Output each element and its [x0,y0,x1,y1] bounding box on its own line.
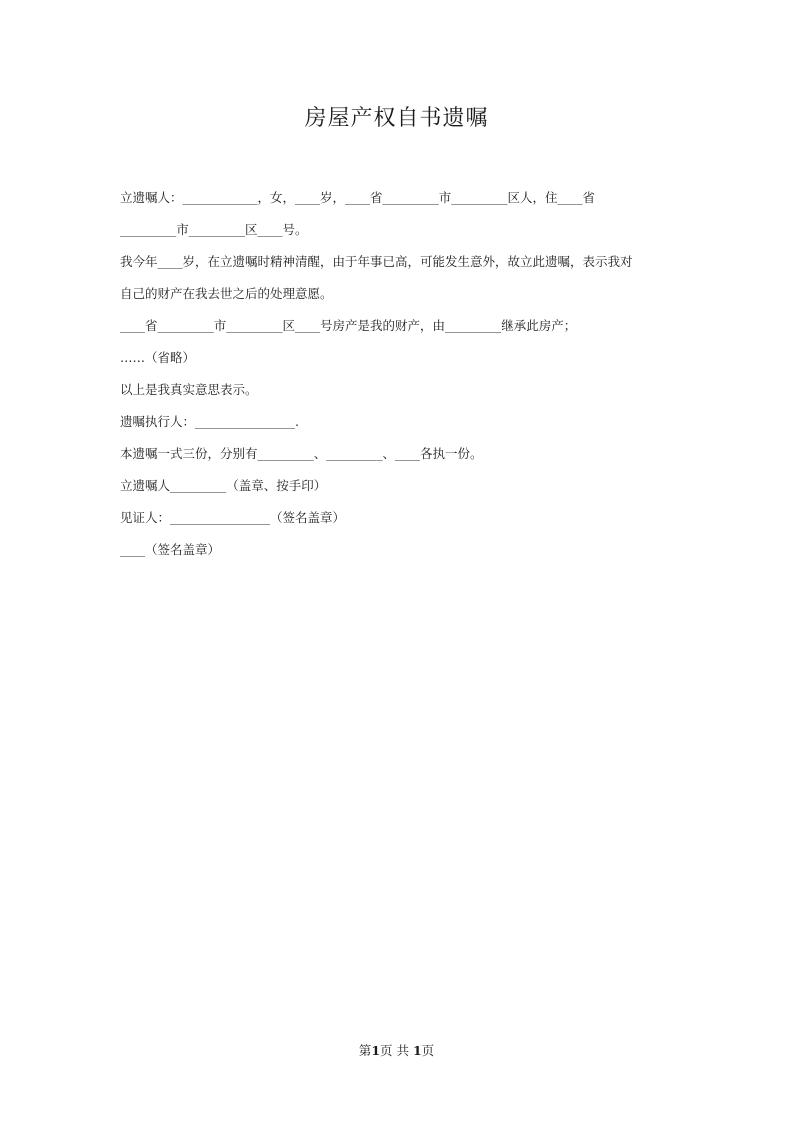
total-pages-number: 1 [412,1043,422,1058]
paragraph-property: ____省_________市_________区____号房产是我的财产，由_________继承此房产； [120,318,577,333]
paragraph-omitted: ……（省略） [120,350,196,365]
page-suffix: 页 [421,1043,435,1058]
paragraph-testator-signature: 立遗嘱人_________（盖章、按手印） [120,478,327,493]
current-page-number: 1 [371,1043,381,1058]
page-mid: 页 共 [380,1043,413,1058]
paragraph-witness-2: ____（签名盖章） [120,542,221,557]
paragraph-address: _________市_________区____号。 [120,222,308,237]
document-title: 房屋产权自书遗嘱 [304,106,489,131]
paragraph-declaration-cont: 自己的财产在我去世之后的处理意愿。 [120,286,333,301]
paragraph-intent: 以上是我真实意思表示。 [120,382,258,397]
page-counter [0,1041,793,1059]
paragraph-declaration: 我今年____岁，在立遗嘱时精神清醒，由于年事已高，可能发生意外，故立此遗嘱，表示我对 [120,254,633,269]
document-body [120,182,676,566]
paragraph-witness: 见证人：________________（签名盖章） [120,510,346,525]
paragraph-copies: 本遗嘱一式三份，分别有_________、_________、____各执一份。 [120,446,483,461]
paragraph-executor: 遗嘱执行人：________________. [120,414,299,429]
page-prefix: 第 [358,1043,372,1058]
paragraph-testator: 立遗嘱人：____________，女，____岁，____省_________市_________区人，住____省 [120,190,596,205]
